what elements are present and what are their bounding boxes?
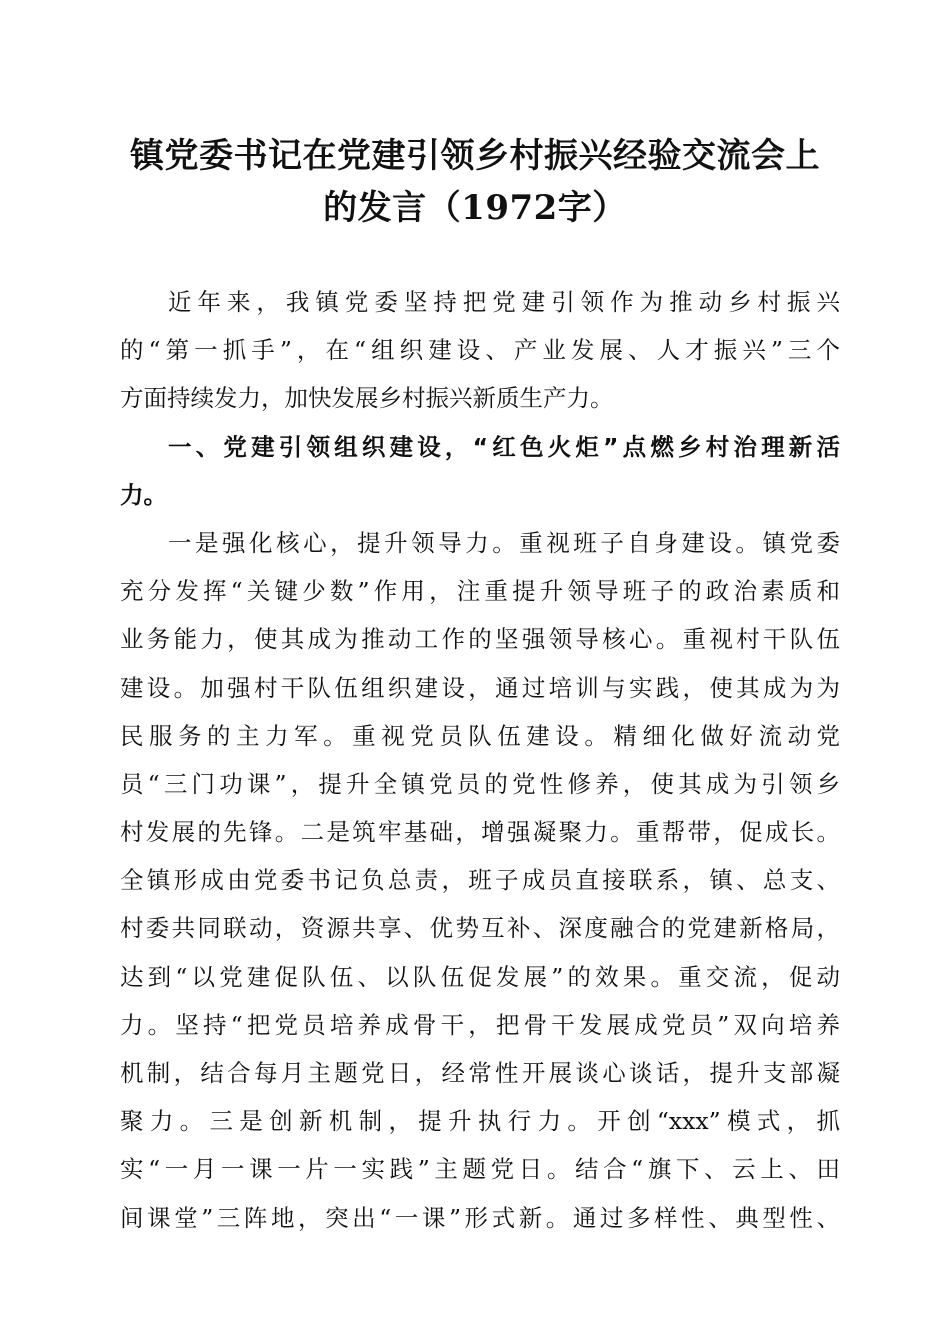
paragraph-line: 实“一月一课一片一实践”主题党日。结合“旗下、云上、田 xyxy=(120,1155,840,1184)
paragraph-line: 机制，结合每月主题党日，经常性开展谈心谈话，提升支部凝 xyxy=(120,1059,840,1087)
paragraph-line: 力。坚持“把党员培养成骨干，把骨干发展成党员”双向培养 xyxy=(120,1010,840,1039)
paragraph-line: 全镇形成由党委书记负总责，班子成员直接联系，镇、总支、 xyxy=(120,866,840,895)
paragraph-line: 的“第一抓手”，在“组织建设、产业发展、人才振兴”三个 xyxy=(120,336,840,365)
paragraph-line: 充分发挥“关键少数”作用，注重提升领导班子的政治素质和 xyxy=(120,577,840,606)
title-line-1: 镇党委书记在党建引领乡村振兴经验交流会上 xyxy=(130,136,820,176)
paragraph-line: 村委共同联动，资源共享、优势互补、深度融合的党建新格局， xyxy=(120,914,840,943)
paragraph-line: 间课堂”三阵地，突出“一课”形式新。通过多样性、典型性、 xyxy=(120,1203,840,1232)
paragraph-line: 建设。加强村干队伍组织建设，通过培训与实践，使其成为为 xyxy=(120,673,840,702)
paragraph-line: 民服务的主力军。重视党员队伍建设。精细化做好流动党 xyxy=(120,721,840,750)
document-body xyxy=(120,278,840,1242)
section-heading-line: 一、党建引领组织建设，“红色火炬”点燃乡村治理新活 xyxy=(168,432,840,461)
paragraph-line: 达到“以党建促队伍、以队伍促发展”的效果。重交流，促动 xyxy=(120,962,840,991)
paragraph-line: 近年来，我镇党委坚持把党建引领作为推动乡村振兴 xyxy=(168,288,840,316)
title-line-2: 的发言（1972字） xyxy=(323,188,627,228)
paragraph-line: 员“三门功课”，提升全镇党员的党性修养，使其成为引领乡 xyxy=(120,769,840,798)
paragraph-line: 方面持续发力，加快发展乡村振兴新质生产力。 xyxy=(120,384,614,413)
document-title xyxy=(100,130,850,234)
section-heading-line: 力。 xyxy=(120,480,167,509)
paragraph-line: 聚力。三是创新机制，提升执行力。开创“xxx”模式，抓 xyxy=(120,1107,840,1136)
paragraph-line: 业务能力，使其成为推动工作的坚强领导核心。重视村干队伍 xyxy=(120,625,840,654)
paragraph-line: 一是强化核心，提升领导力。重视班子自身建设。镇党委 xyxy=(168,528,840,557)
paragraph-line: 村发展的先锋。二是筑牢基础，增强凝聚力。重帮带，促成长。 xyxy=(120,818,840,847)
